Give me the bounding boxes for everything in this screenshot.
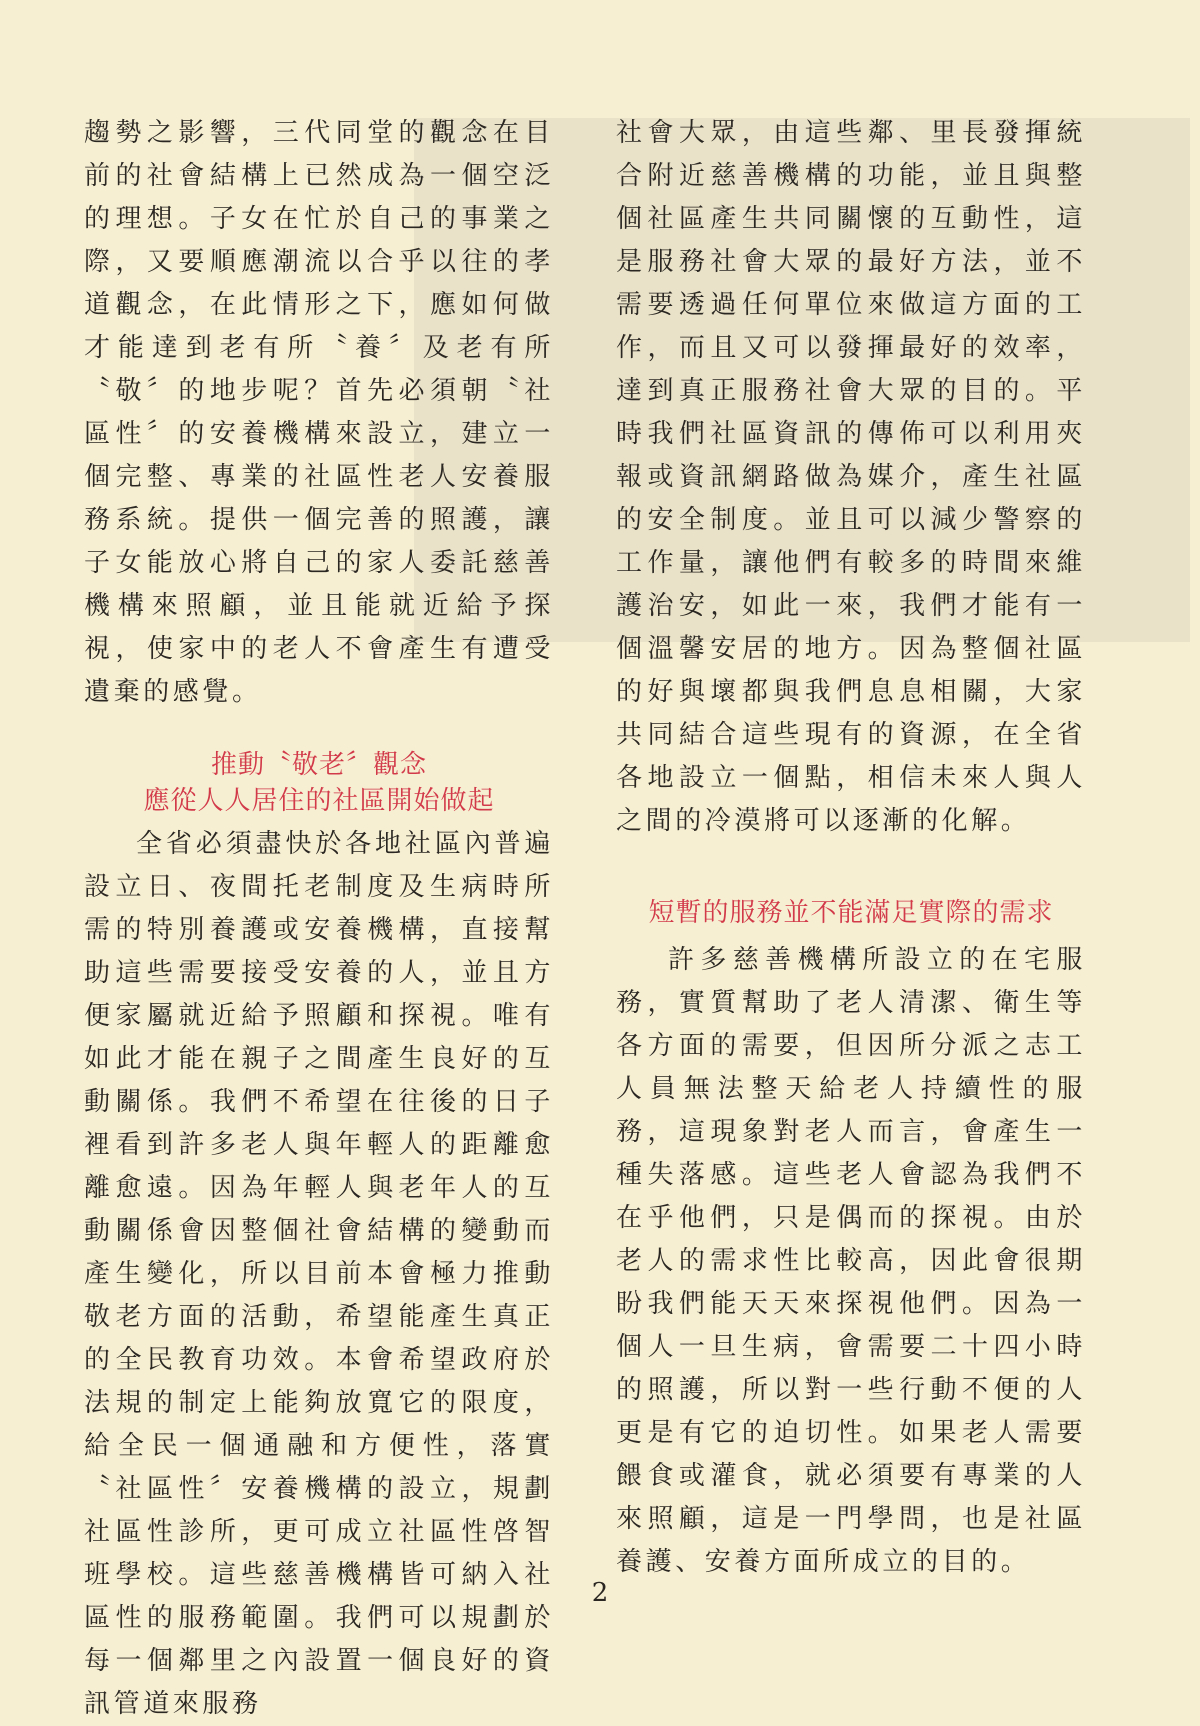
left-heading-line-2: 應從人人居住的社區開始做起 (143, 786, 495, 816)
page-number: 2 (591, 1578, 609, 1608)
left-paragraph-1: 趨勢之影響，三代同堂的觀念在目前的社會結構上已然成為一個空泛的理想。子女在忙於自己的事業之際，又要順應潮流以合乎以往的孝道觀念，在此情形之下，應如何做才能達到老有所〝養〞及老有所〝敬〞的地步呢？首先必須朝〝社區性〞的安養機構來設立，建立一個完整、專業的社區性老人安養服務系統。提供一個完善的照護，讓子女能放心將自己的家人委託慈善機構來照顧，並且能就近給予探視，使家中的老人不會產生有遭受遺棄的感覺。 (84, 118, 554, 707)
left-heading-line-1: 推動〝敬老〞觀念 (210, 750, 427, 780)
left-paragraph-2: 全省必須盡快於各地社區內普遍設立日、夜間托老制度及生病時所需的特別養護或安養機構，直接幫助這些需要接受安養的人，並且方便家屬就近給予照顧和探視。唯有如此才能在親子之間產生良好的互動關係。我們不希望在往後的日子裡看到許多老人與年輕人的距離愈離愈遠。因為年輕人與老年人的互動關係會因整個社會結構的變動而產生變化，所以目前本會極力推動敬老方面的活動，希望能產生真正的全民教育功效。本會希望政府於法規的制定上能夠放寬它的限度，給全民一個通融和方便性，落實〝社區性〞安養機構的設立，規劃社區性診所，更可成立社區性啓智班學校。這些慈善機構皆可納入社區性的服務範圍。我們可以規劃於每一個鄰里之內設置一個良好的資訊管道來服務 (84, 829, 554, 1719)
left-section-heading (84, 747, 554, 819)
right-column (616, 112, 1086, 1584)
right-section-heading: 短暫的服務並不能滿足實際的需求 (648, 898, 1054, 928)
left-column (84, 112, 554, 1726)
right-paragraph-1: 社會大眾，由這些鄰、里長發揮統合附近慈善機構的功能，並且與整個社區產生共同關懷的互動性，這是服務社會大眾的最好方法，並不需要透過任何單位來做這方面的工作，而且又可以發揮最好的效率，達到真正服務社會大眾的目的。平時我們社區資訊的傳佈可以利用夾報或資訊網路做為媒介，產生社區的安全制度。並且可以減少警察的工作量，讓他們有較多的時間來維護治安，如此一來，我們才能有一個溫馨安居的地方。因為整個社區的好與壞都與我們息息相關，大家共同結合這些現有的資源，在全省各地設立一個點，相信未來人與人之間的冷漠將可以逐漸的化解。 (616, 118, 1086, 836)
right-paragraph-2: 許多慈善機構所設立的在宅服務，實質幫助了老人清潔、衛生等各方面的需要，但因所分派之志工人員無法整天給老人持續性的服務，這現象對老人而言，會產生一種失落感。這些老人會認為我們不在乎他們，只是偶而的探視。由於老人的需求性比較高，因此會很期盼我們能天天來探視他們。因為一個人一旦生病，會需要二十四小時的照護，所以對一些行動不便的人更是有它的迫切性。如果老人需要餵食或灌食，就必須要有專業的人來照顧，這是一門學問，也是社區養護、安養方面所成立的目的。 (616, 945, 1086, 1577)
